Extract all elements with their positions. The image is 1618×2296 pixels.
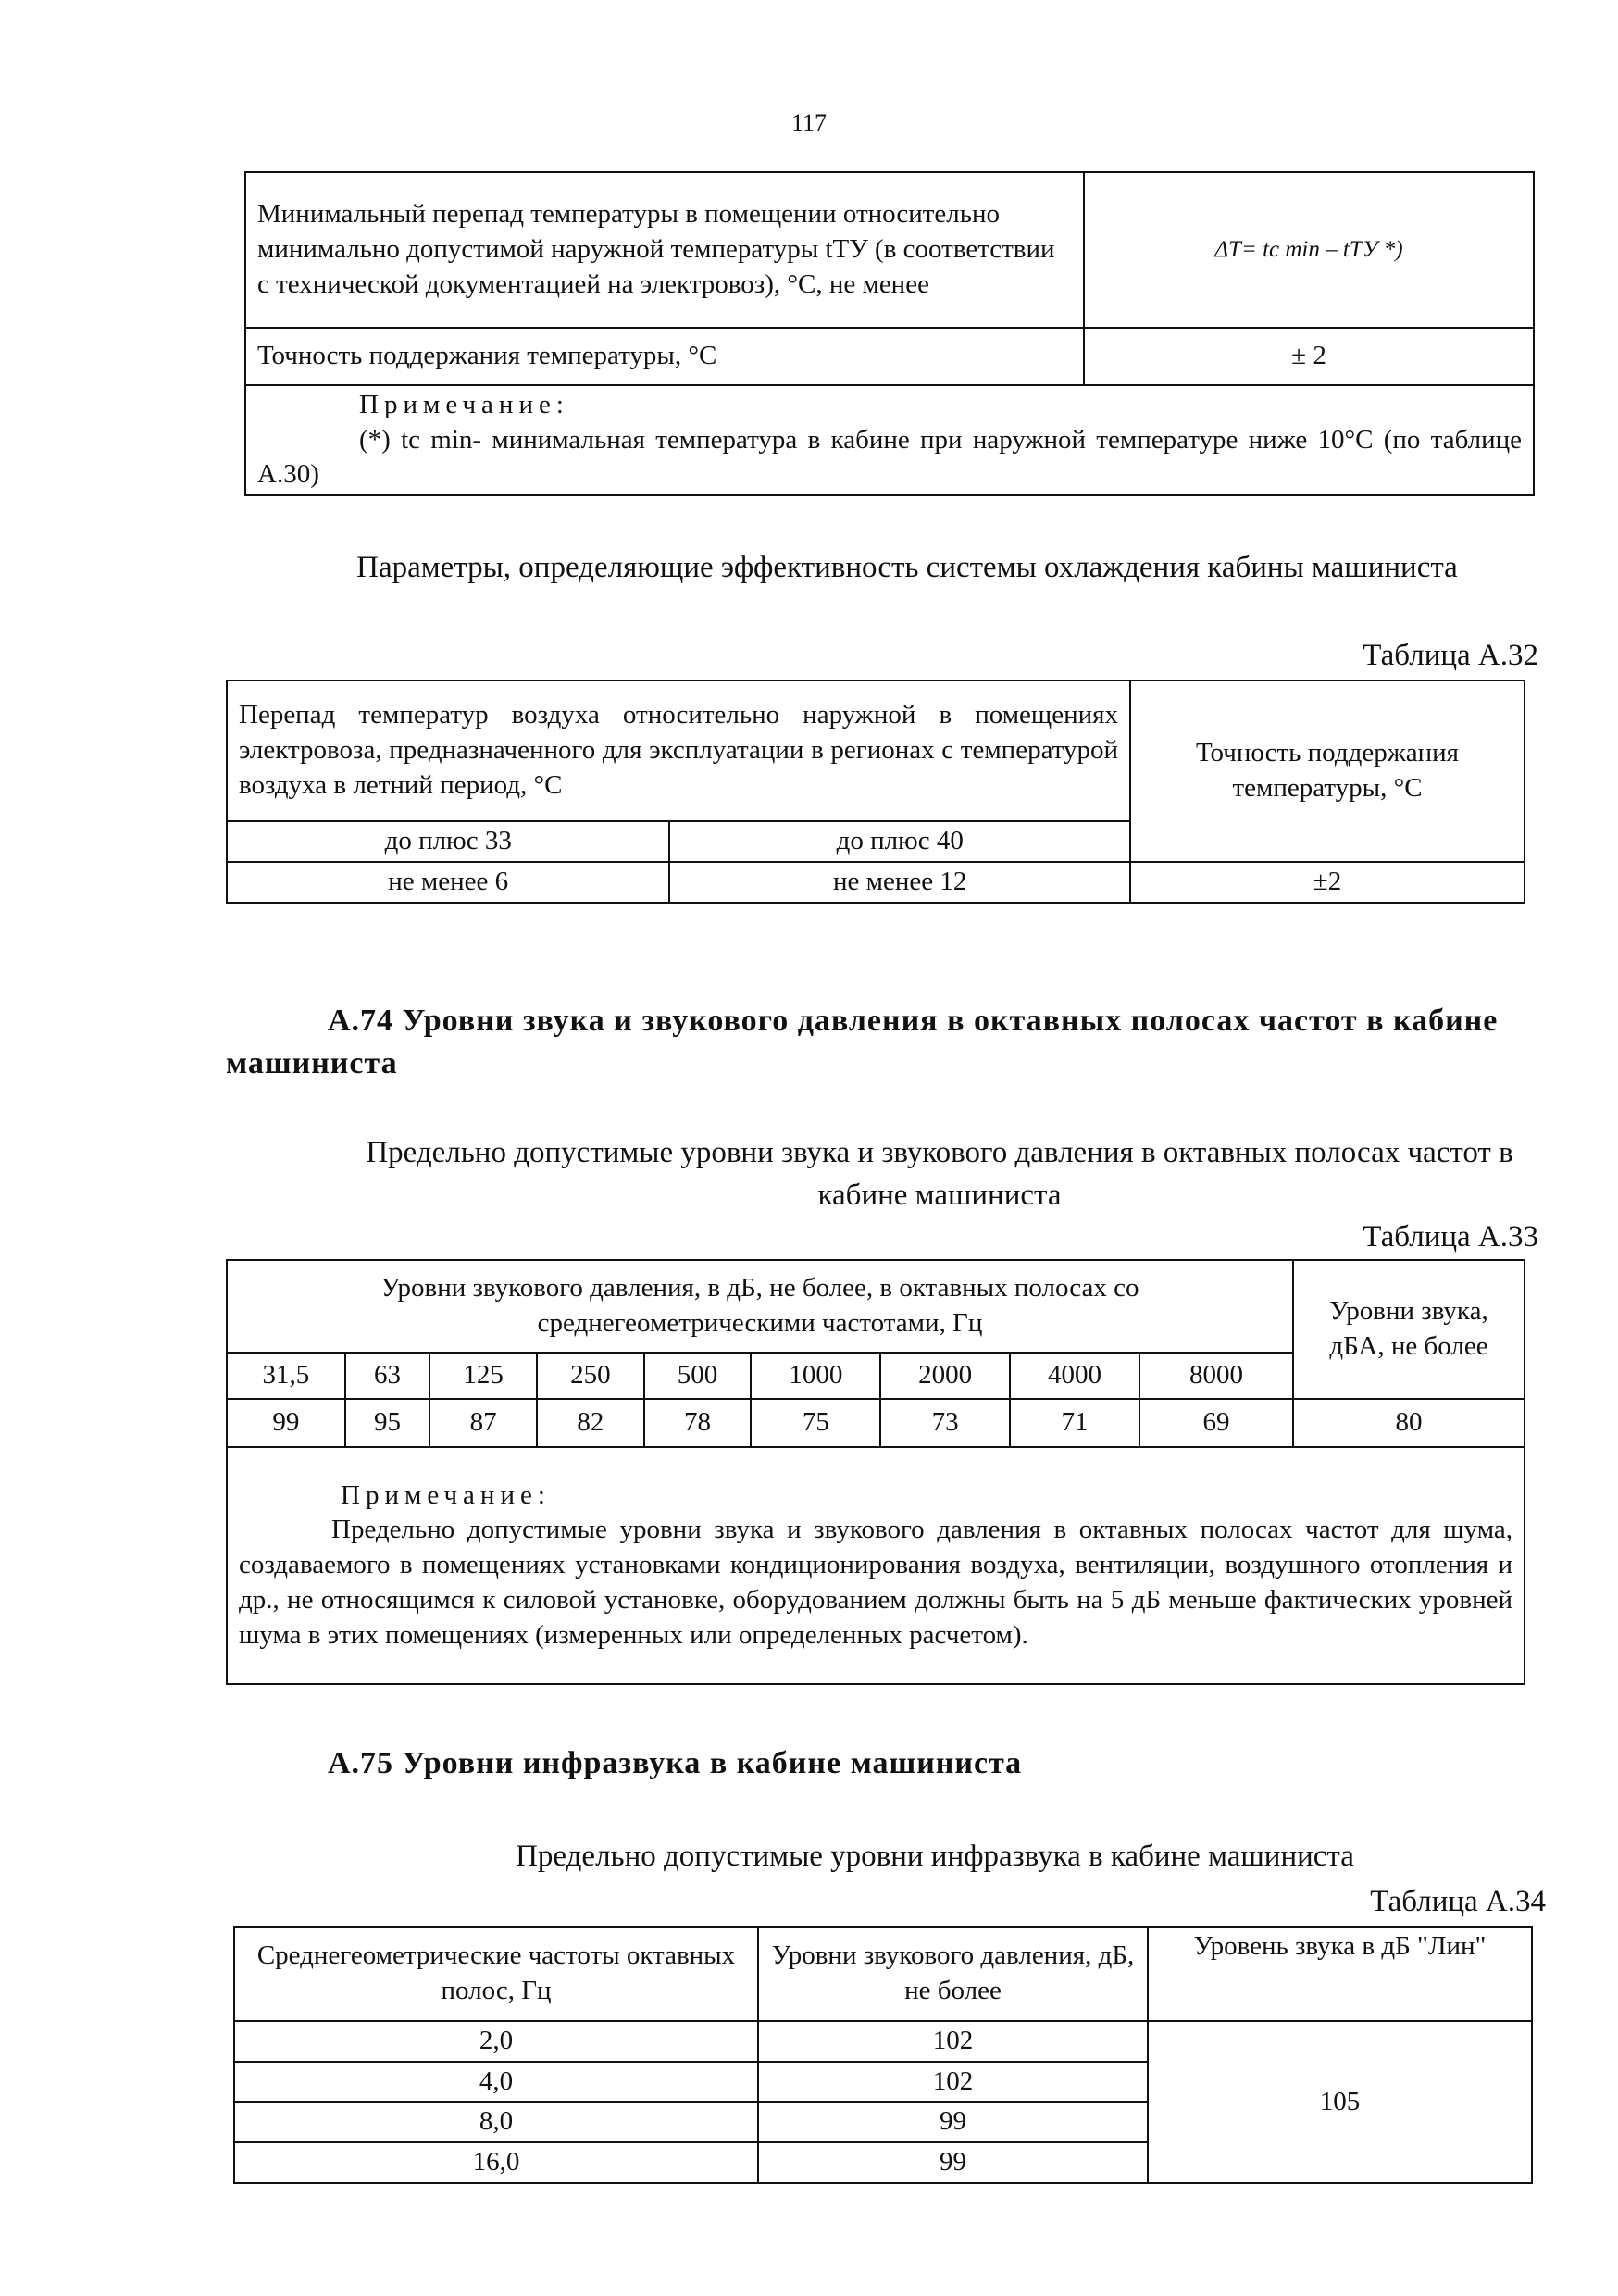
caption-a32: Параметры, определяющие эффективность системы охлаждения кабины машиниста [356, 551, 1458, 584]
a33-note [227, 1447, 1525, 1684]
a34-freq: 16,0 [234, 2142, 758, 2183]
note-title: Примечание: [359, 390, 569, 419]
table-a31-tail [244, 171, 1535, 496]
a33-level: 69 [1139, 1399, 1293, 1447]
row1-label: Минимальный перепад температуры в помещении относительно минимально допустимой наружной температуры tТУ (в соответствии с технической документацией на электровоз), °С, не менее [245, 172, 1084, 328]
a32-val3: ±2 [1130, 862, 1525, 903]
a34-freq: 4,0 [234, 2062, 758, 2103]
a34-level: 99 [758, 2142, 1148, 2183]
note-title: Примечание: [341, 1479, 551, 1510]
a32-val2: не менее 12 [669, 862, 1130, 903]
a33-freq: 8000 [1139, 1353, 1293, 1399]
a33-sound-level: 80 [1293, 1399, 1525, 1447]
table-a34 [233, 1926, 1533, 2184]
a32-head-right: Точность поддержания температуры, °С [1130, 680, 1525, 862]
table-a33 [226, 1259, 1525, 1685]
a34-head-sound: Уровень звука в дБ "Лин" [1148, 1927, 1532, 2021]
a32-sub1: до плюс 33 [227, 821, 669, 862]
a33-level: 82 [537, 1399, 644, 1447]
note-text: (*) tc min- минимальная температура в кабине при наружной температуре ниже 10°С (по таблице А.30) [257, 424, 1522, 490]
table-a33-number: Таблица А.33 [1363, 1220, 1538, 1254]
page-number: 117 [790, 109, 828, 136]
a34-level: 102 [758, 2062, 1148, 2103]
note-text: Предельно допустимые уровни звука и звукового давления в октавных полосах частот для шума, создаваемого в помещениях установками кондиционирования воздуха, вентиляции, воздушного отопления и др., не относящимся к силовой установке, оборудованием должны быть на 5 дБ меньше фактических уровней шума в этих помещениях (измеренных или определенных расчетом). [239, 1515, 1512, 1650]
a32-val1: не менее 6 [227, 862, 669, 903]
caption-a34: Предельно допустимые уровни инфразвука в кабине машиниста [516, 1840, 1354, 1873]
a33-head-left: Уровни звукового давления, в дБ, не более, в октавных полосах со среднегеометрическими частотами, Гц [227, 1260, 1293, 1353]
a34-freq: 2,0 [234, 2021, 758, 2062]
a33-level-row [227, 1399, 1525, 1447]
a32-head-left: Перепад температур воздуха относительно наружной в помещениях электровоза, предназначенного для эксплуатации в регионах с температурой воздуха в летний период, °С [227, 680, 1130, 821]
section-a75-heading: А.75 Уровни инфразвука в кабине машиниста [328, 1746, 1023, 1780]
a33-level: 71 [1010, 1399, 1139, 1447]
table-a32-number: Таблица А.32 [1363, 639, 1538, 672]
table-a31-note [245, 385, 1534, 495]
a33-level: 95 [345, 1399, 430, 1447]
a34-freq: 8,0 [234, 2102, 758, 2142]
a34-total: 105 [1148, 2021, 1532, 2183]
a33-level: 73 [880, 1399, 1010, 1447]
a33-level: 87 [429, 1399, 537, 1447]
a33-freq: 2000 [880, 1353, 1010, 1399]
a34-level: 102 [758, 2021, 1148, 2062]
a33-freq: 125 [429, 1353, 537, 1399]
table-a34-number: Таблица А.34 [1370, 1885, 1546, 1918]
a33-freq: 250 [537, 1353, 644, 1399]
a33-level: 99 [227, 1399, 345, 1447]
a33-freq: 31,5 [227, 1353, 345, 1399]
table-row [234, 2021, 1532, 2062]
row2-value: ± 2 [1084, 328, 1534, 385]
a33-head-right: Уровни звука, дБА, не более [1293, 1260, 1525, 1399]
section-a74-heading: А.74 Уровни звука и звукового давления в октавных полосах частот в кабине машиниста [226, 1004, 1499, 1080]
a32-sub2: до плюс 40 [669, 821, 1130, 862]
caption-a33: Предельно допустимые уровни звука и звукового давления в октавных полосах частот в кабине машиниста [366, 1136, 1513, 1213]
a33-freq: 500 [644, 1353, 752, 1399]
a33-freq: 1000 [751, 1353, 880, 1399]
row1-value: ΔT= tc min – tТУ *) [1084, 172, 1534, 328]
a34-head-freq: Среднегеометрические частоты октавных полос, Гц [234, 1927, 758, 2021]
a33-freq: 63 [345, 1353, 430, 1399]
table-a32 [226, 680, 1525, 904]
a33-level: 78 [644, 1399, 752, 1447]
a33-freq: 4000 [1010, 1353, 1139, 1399]
a33-level: 75 [751, 1399, 880, 1447]
a34-level: 99 [758, 2102, 1148, 2142]
a34-head-level: Уровни звукового давления, дБ, не более [758, 1927, 1148, 2021]
row2-label: Точность поддержания температуры, °С [245, 328, 1084, 385]
